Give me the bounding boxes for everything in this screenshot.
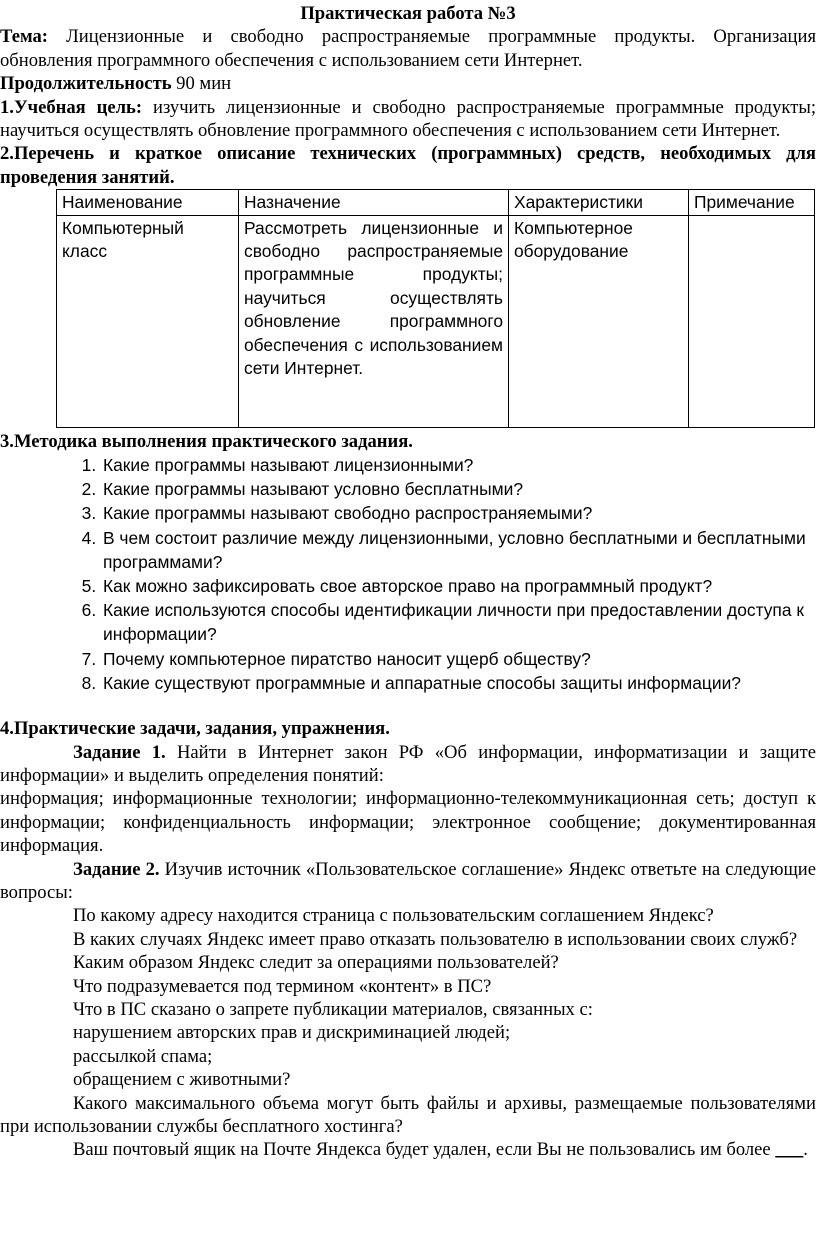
list-item: 1. Какие программы называют лицензионными? bbox=[101, 453, 816, 477]
task2-subitem: обращением с животными? bbox=[73, 1069, 291, 1091]
table-header-row bbox=[57, 190, 815, 215]
goal-text: изучить лицензионные и свободно распространяемые программные продукты; научиться осуществлять обновление программного обеспечения с использованием сети Интернет. bbox=[0, 96, 816, 142]
goal-label: 1.Учебная цель: bbox=[0, 96, 143, 118]
section4-heading: 4.Практические задачи, задания, упражнения. bbox=[0, 718, 390, 740]
task2-paragraph bbox=[0, 858, 816, 905]
table-cell-purpose: Рассмотреть лицензионные и свободно распространяемые программные продукты; научиться осуществлять обновление программного обеспечения с использованием сети Интернет. bbox=[239, 215, 509, 427]
table-cell-name: Компьютерный класс bbox=[57, 215, 239, 427]
task1-text: Найти в Интернет закон РФ «Об информации, информатизации и защите информации» и выделить определения понятий: bbox=[0, 741, 816, 786]
table-row bbox=[57, 215, 815, 427]
task2-subitem: нарушением авторских прав и дискриминацией людей; bbox=[73, 1022, 511, 1044]
task1-paragraph bbox=[0, 741, 816, 788]
answer-blank[interactable]: ___ bbox=[775, 1139, 804, 1161]
task2-item-mail: Ваш почтовый ящик на Почте Яндекса будет удален, если Вы не пользовались им более ___. bbox=[73, 1139, 808, 1161]
task2-label: Задание 2. bbox=[73, 858, 160, 880]
task1-terms: информация; информационные технологии; информационно-телекоммуникационная сеть; доступ к информации; конфиденциальность информации; электронное сообщение; документированная информация. bbox=[0, 788, 816, 857]
list-item: 7. Почему компьютерное пиратство наносит ущерб обществу? bbox=[101, 647, 816, 671]
table-header-cell: Примечание bbox=[689, 190, 815, 215]
task2-item: Что в ПС сказано о запрете публикации материалов, связанных с: bbox=[73, 998, 593, 1020]
task2-item-files: Какого максимального объема могут быть файлы и архивы, размещаемые пользователями при использовании службы бесплатного хостинга? bbox=[0, 1092, 816, 1137]
table-header-cell: Наименование bbox=[57, 190, 239, 215]
goal-paragraph bbox=[0, 96, 816, 143]
page-title: Практическая работа №3 bbox=[300, 3, 516, 24]
document-page bbox=[0, 2, 816, 1162]
list-item: 4. В чем состоит различие между лицензионными, условно бесплатными и бесплатными программами? bbox=[101, 526, 816, 574]
section3-heading: 3.Методика выполнения практического задания. bbox=[0, 430, 413, 452]
task2-item: В каких случаях Яндекс имеет право отказать пользователю в использовании своих служб? bbox=[73, 928, 798, 950]
task1-label: Задание 1. bbox=[73, 741, 166, 763]
topic-text: Лицензионные и свободно распространяемые программные продукты. Организация обновления программного обеспечения с использованием сети Интернет. bbox=[0, 26, 816, 71]
section2-heading: 2.Перечень и краткое описание технических (программных) средств, необходимых для проведения занятий. bbox=[0, 143, 816, 188]
table-cell-note bbox=[689, 215, 815, 427]
topic-paragraph bbox=[0, 25, 816, 72]
questions-list bbox=[0, 453, 816, 695]
task2-item: Что подразумевается под термином «контент» в ПС? bbox=[73, 975, 492, 997]
equipment-table bbox=[56, 189, 815, 427]
list-item: 5. Как можно зафиксировать свое авторское право на программный продукт? bbox=[101, 574, 816, 598]
duration-label: Продолжительность bbox=[0, 73, 172, 95]
duration-paragraph bbox=[0, 72, 816, 95]
table-header-cell: Назначение bbox=[239, 190, 509, 215]
list-item: 8. Какие существуют программные и аппаратные способы защиты информации? bbox=[101, 671, 816, 695]
task2-text: Изучив источник «Пользовательское соглашение» Яндекс ответьте на следующие вопросы: bbox=[0, 858, 816, 903]
list-item: 6. Какие используются способы идентификации личности при предоставлении доступа к информации? bbox=[101, 598, 816, 646]
duration-value: 90 мин bbox=[171, 73, 232, 95]
task2-subitem: рассылкой спама; bbox=[73, 1045, 213, 1067]
task2-item: Каким образом Яндекс следит за операциями пользователей? bbox=[73, 952, 559, 974]
list-item: 3. Какие программы называют свободно распространяемыми? bbox=[101, 501, 816, 525]
topic-label: Тема: bbox=[0, 26, 48, 48]
spacer bbox=[0, 695, 816, 717]
task2-item: По какому адресу находится страница с пользовательским соглашением Яндекс? bbox=[73, 905, 714, 927]
table-header-cell: Характеристики bbox=[509, 190, 689, 215]
list-item: 2. Какие программы называют условно бесплатными? bbox=[101, 477, 816, 501]
table-cell-characteristics: Компьютерное оборудование bbox=[509, 215, 689, 427]
